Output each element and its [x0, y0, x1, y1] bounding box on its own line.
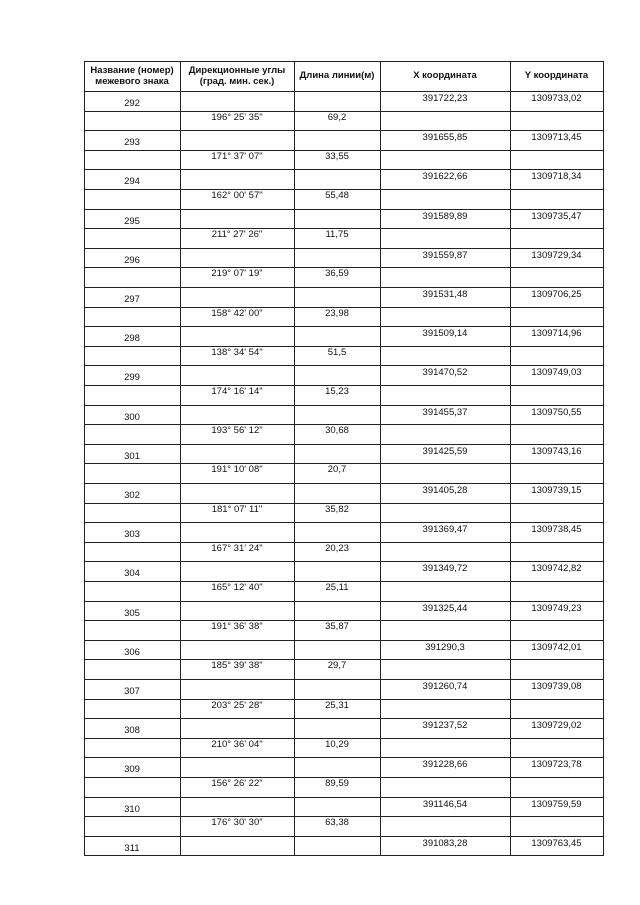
row-separator: [84, 561, 604, 562]
point-name: 298: [124, 333, 140, 344]
table-top-border: [84, 61, 604, 62]
segment-angle: 156° 26' 22": [211, 778, 263, 789]
point-x: 391509,14: [422, 328, 468, 339]
row-separator: [84, 248, 604, 249]
point-y: 1309729,02: [531, 720, 582, 731]
point-name: 299: [124, 372, 140, 383]
table-bottom-border: [84, 855, 604, 856]
row-separator: [84, 209, 604, 210]
segment-length: 55,48: [325, 190, 349, 201]
point-x: 391237,52: [422, 720, 468, 731]
segment-length: 29,7: [327, 660, 347, 671]
point-x: 391589,89: [422, 211, 468, 222]
segment-angle: 196° 25' 35": [211, 112, 263, 123]
segment-length: 89,59: [325, 778, 349, 789]
point-y: 1309759,59: [531, 799, 582, 810]
segment-angle: 203° 25' 28": [211, 700, 263, 711]
point-y: 1309738,45: [531, 524, 582, 535]
point-y: 1309749,03: [531, 367, 582, 378]
header-name: Название (номер) межевого знака: [90, 65, 174, 87]
segment-length: 30,68: [325, 425, 349, 436]
point-y: 1309723,78: [531, 759, 582, 770]
header-length: Длина линии(м): [299, 70, 375, 81]
point-name: 293: [124, 137, 140, 148]
segment-angle: 162° 00' 57": [211, 190, 263, 201]
point-x: 391722,23: [422, 93, 468, 104]
point-name: 305: [124, 608, 140, 619]
row-separator: [84, 130, 604, 131]
point-name: 302: [124, 490, 140, 501]
row-separator: [84, 522, 604, 523]
segment-angle: 185° 39' 38": [211, 660, 263, 671]
point-name: 306: [124, 647, 140, 658]
row-separator: [84, 718, 604, 719]
point-y: 1309763,45: [531, 838, 582, 849]
segment-length: 10,29: [325, 739, 349, 750]
point-x: 391559,87: [422, 250, 468, 261]
segment-length: 23,98: [325, 308, 349, 319]
point-x: 391260,74: [422, 681, 468, 692]
point-y: 1309733,02: [531, 93, 582, 104]
segment-length: 63,38: [325, 817, 349, 828]
point-y: 1309739,08: [531, 681, 582, 692]
point-y: 1309735,47: [531, 211, 582, 222]
point-y: 1309714,96: [531, 328, 582, 339]
segment-length: 25,11: [325, 582, 349, 593]
point-name: 310: [124, 804, 140, 815]
point-y: 1309718,34: [531, 171, 582, 182]
point-x: 391405,28: [422, 485, 468, 496]
segment-length: 20,23: [325, 543, 349, 554]
segment-angle: 193° 56' 12": [211, 425, 263, 436]
row-separator: [84, 326, 604, 327]
segment-angle: 191° 10' 08": [211, 464, 263, 475]
point-x: 391369,47: [422, 524, 468, 535]
segment-angle: 211° 27' 26": [211, 229, 263, 240]
segment-angle: 219° 07' 19": [211, 268, 263, 279]
segment-length: 20,7: [327, 464, 347, 475]
point-name: 300: [124, 412, 140, 423]
segment-length: 36,59: [325, 268, 349, 279]
segment-length: 35,87: [325, 621, 349, 632]
row-separator: [84, 444, 604, 445]
point-y: 1309750,55: [531, 407, 582, 418]
segment-angle: 174° 16' 14": [211, 386, 263, 397]
point-x: 391470,52: [422, 367, 468, 378]
point-y: 1309749,23: [531, 603, 582, 614]
point-name: 309: [124, 764, 140, 775]
row-separator: [84, 287, 604, 288]
segment-angle: 181° 07' 11": [211, 504, 263, 515]
row-separator: [84, 169, 604, 170]
point-x: 391325,44: [422, 603, 468, 614]
point-name: 295: [124, 216, 140, 227]
segment-length: 69,2: [327, 112, 347, 123]
point-x: 391290,3: [425, 642, 465, 653]
point-x: 391455,37: [422, 407, 468, 418]
column-border-1: [180, 61, 181, 855]
point-x: 391083,28: [422, 838, 468, 849]
header-y: Y координата: [524, 70, 589, 81]
header-bottom-border: [84, 91, 604, 92]
point-y: 1309742,82: [531, 563, 582, 574]
point-name: 297: [124, 294, 140, 305]
row-separator: [84, 640, 604, 641]
column-border-5: [603, 61, 604, 855]
point-x: 391531,48: [422, 289, 468, 300]
point-name: 307: [124, 686, 140, 697]
row-separator: [84, 679, 604, 680]
row-separator: [84, 601, 604, 602]
segment-angle: 171° 37' 07": [211, 151, 263, 162]
segment-angle: 210° 36' 04": [211, 739, 263, 750]
point-y: 1309743,16: [531, 446, 582, 457]
point-x: 391349,72: [422, 563, 468, 574]
segment-angle: 138° 34' 54": [211, 347, 263, 358]
row-separator: [84, 757, 604, 758]
row-separator: [84, 483, 604, 484]
point-name: 311: [124, 843, 140, 854]
header-angle: Дирекционные углы (град. мин. сек.): [188, 65, 286, 87]
point-x: 391655,85: [422, 132, 468, 143]
point-name: 304: [124, 568, 140, 579]
point-y: 1309742,01: [531, 642, 582, 653]
point-y: 1309729,34: [531, 250, 582, 261]
row-separator: [84, 405, 604, 406]
point-x: 391425,59: [422, 446, 468, 457]
segment-length: 51,5: [327, 347, 347, 358]
segment-angle: 165° 12' 40": [211, 582, 263, 593]
point-name: 303: [124, 529, 140, 540]
segment-length: 11,75: [325, 229, 349, 240]
point-y: 1309739,15: [531, 485, 582, 496]
segment-angle: 191° 36' 38": [211, 621, 263, 632]
point-name: 301: [124, 451, 140, 462]
row-separator: [84, 797, 604, 798]
point-name: 296: [124, 255, 140, 266]
segment-length: 33,55: [325, 151, 349, 162]
header-x: X координата: [413, 70, 477, 81]
point-name: 292: [124, 98, 140, 109]
point-y: 1309713,45: [531, 132, 582, 143]
point-x: 391228,66: [422, 759, 468, 770]
segment-angle: 167° 31' 24": [211, 543, 263, 554]
segment-length: 35,82: [325, 504, 349, 515]
row-separator: [84, 836, 604, 837]
point-name: 308: [124, 725, 140, 736]
column-border-2: [294, 61, 295, 855]
point-y: 1309706,25: [531, 289, 582, 300]
segment-length: 25,31: [325, 700, 349, 711]
point-x: 391146,54: [422, 799, 468, 810]
segment-angle: 176° 30' 30": [211, 817, 263, 828]
point-x: 391622,66: [422, 171, 468, 182]
segment-angle: 158° 42' 00": [211, 308, 263, 319]
segment-length: 15,23: [325, 386, 349, 397]
point-name: 294: [124, 176, 140, 187]
row-separator: [84, 365, 604, 366]
